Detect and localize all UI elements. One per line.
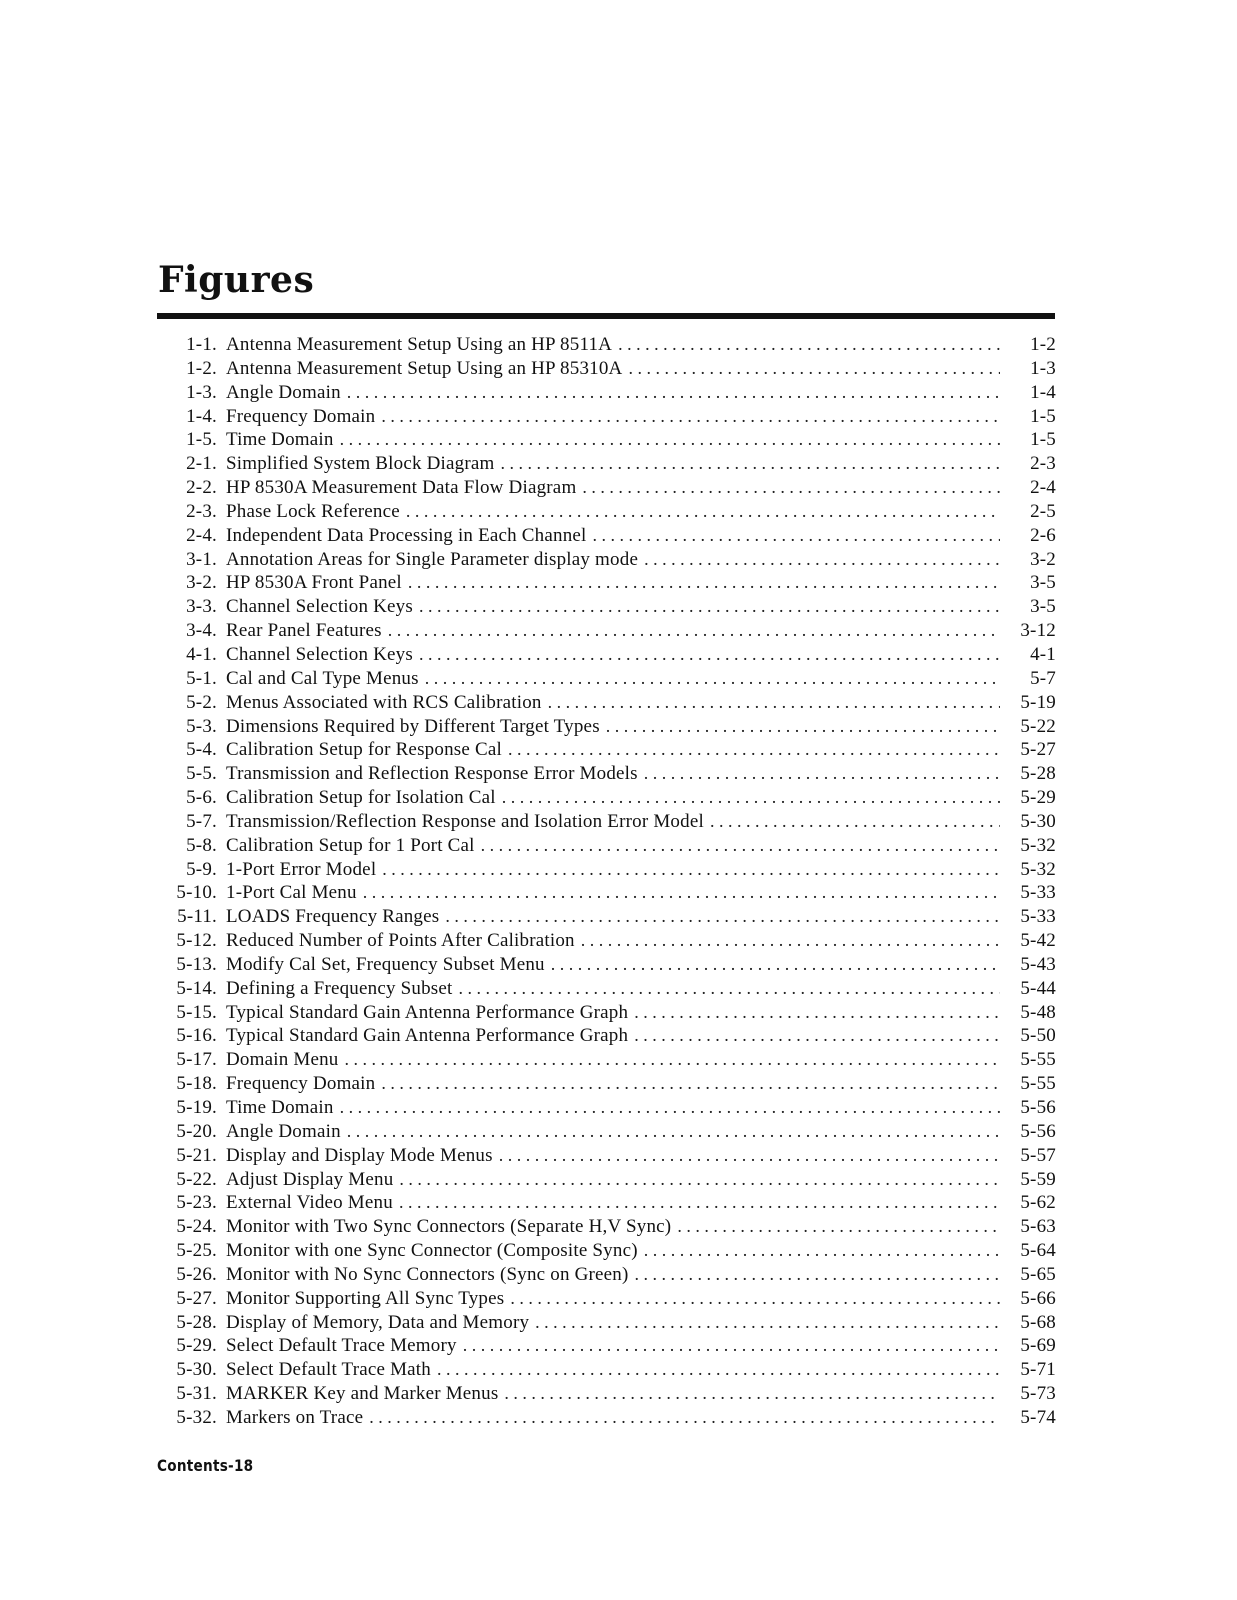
figure-entry: [168, 500, 1056, 524]
figure-number: 5-13.: [176, 953, 217, 975]
figure-page-number: 5-44: [1020, 977, 1056, 999]
figure-page-number: 2-5: [1030, 500, 1056, 522]
figure-title: Defining a Frequency Subset: [226, 977, 453, 999]
figure-title: Rear Panel Features: [226, 620, 382, 642]
dot-leader: [381, 1072, 1000, 1096]
figure-page-number: 3-5: [1030, 596, 1056, 618]
page-title: Figures: [158, 259, 315, 301]
dot-leader: [644, 1239, 1000, 1263]
figure-entry: [168, 667, 1056, 691]
figure-page-number: 5-63: [1020, 1216, 1056, 1238]
figure-number: 5-28.: [176, 1311, 217, 1333]
figure-title: Independent Data Processing in Each Channel: [226, 524, 587, 546]
figure-page-number: 5-32: [1020, 834, 1056, 856]
figure-page-number: 5-32: [1020, 858, 1056, 880]
figure-title: Monitor Supporting All Sync Types: [226, 1287, 505, 1309]
figure-title: Angle Domain: [226, 381, 341, 403]
figure-page-number: 5-7: [1030, 667, 1056, 689]
figure-number: 5-5.: [186, 763, 217, 785]
figure-title: Monitor with No Sync Connectors (Sync on Green): [226, 1263, 629, 1285]
dot-leader: [710, 810, 1000, 834]
figure-entry: [168, 357, 1056, 381]
figure-entry: [168, 1311, 1056, 1335]
figure-page-number: 5-69: [1020, 1335, 1056, 1357]
figure-title: Frequency Domain: [226, 405, 376, 427]
page-footer: Contents-18: [157, 1456, 254, 1475]
dot-leader: [340, 1096, 1000, 1120]
figure-number: 5-6.: [186, 787, 217, 809]
figure-list: [168, 333, 1056, 1430]
dot-leader: [382, 858, 1000, 882]
figure-number: 5-31.: [176, 1383, 217, 1405]
figure-title: Dimensions Required by Different Target Types: [226, 715, 600, 737]
figure-entry: [168, 738, 1056, 762]
figure-number: 5-30.: [176, 1359, 217, 1381]
dot-leader: [388, 619, 1000, 643]
figure-title: Modify Cal Set, Frequency Subset Menu: [226, 953, 545, 975]
figure-number: 3-4.: [186, 620, 217, 642]
figure-title: 1-Port Error Model: [226, 858, 377, 880]
figure-entry: [168, 1048, 1056, 1072]
dot-leader: [510, 1287, 1000, 1311]
figure-entry: [168, 1382, 1056, 1406]
figure-page-number: 5-50: [1020, 1025, 1056, 1047]
figure-number: 5-16.: [176, 1025, 217, 1047]
figure-entry: [168, 1263, 1056, 1287]
figure-page-number: 5-28: [1020, 763, 1056, 785]
figure-title: Domain Menu: [226, 1049, 339, 1071]
figure-title: Typical Standard Gain Antenna Performance Graph: [226, 1025, 629, 1047]
figure-title: HP 8530A Measurement Data Flow Diagram: [226, 477, 577, 499]
figure-entry: [168, 905, 1056, 929]
figure-page-number: 5-48: [1020, 1001, 1056, 1023]
figure-page-number: 5-65: [1020, 1263, 1056, 1285]
figure-entry: [168, 977, 1056, 1001]
figure-title: Antenna Measurement Setup Using an HP 85310A: [226, 357, 623, 379]
figure-title: Frequency Domain: [226, 1073, 376, 1095]
figure-entry: [168, 381, 1056, 405]
figure-entry: [168, 1024, 1056, 1048]
figure-number: 5-26.: [176, 1263, 217, 1285]
figure-number: 1-2.: [186, 357, 217, 379]
dot-leader: [399, 1191, 1000, 1215]
figure-page-number: 5-33: [1020, 906, 1056, 928]
figure-page-number: 5-43: [1020, 953, 1056, 975]
figure-entry: [168, 595, 1056, 619]
figure-page-number: 5-71: [1020, 1359, 1056, 1381]
dot-leader: [363, 881, 1000, 905]
figure-entry: [168, 571, 1056, 595]
figure-page-number: 1-5: [1030, 405, 1056, 427]
figure-title: Select Default Trace Math: [226, 1359, 431, 1381]
figure-page-number: 3-12: [1020, 620, 1056, 642]
figure-entry: [168, 619, 1056, 643]
figure-page-number: 3-5: [1030, 572, 1056, 594]
figure-entry: [168, 548, 1056, 572]
dot-leader: [628, 357, 1000, 381]
figure-entry: [168, 1144, 1056, 1168]
figure-page-number: 1-5: [1030, 429, 1056, 451]
figure-entry: [168, 858, 1056, 882]
dot-leader: [548, 691, 1000, 715]
dot-leader: [644, 762, 1000, 786]
dot-leader: [437, 1358, 1000, 1382]
figure-number: 5-19.: [176, 1097, 217, 1118]
figure-title: 1-Port Cal Menu: [226, 882, 357, 904]
figure-title: External Video Menu: [226, 1192, 393, 1214]
figure-number: 5-22.: [176, 1168, 217, 1190]
figure-page-number: 5-27: [1020, 739, 1056, 761]
dot-leader: [481, 834, 1000, 858]
figure-number: 5-17.: [176, 1049, 217, 1071]
figure-entry: [168, 1334, 1056, 1358]
dot-leader: [551, 953, 1000, 977]
figure-page-number: 1-2: [1030, 334, 1056, 355]
figure-page-number: 5-55: [1020, 1049, 1056, 1071]
figure-entry: [168, 1239, 1056, 1263]
figure-page-number: 5-33: [1020, 882, 1056, 904]
figure-title: Transmission/Reflection Response and Isolation Error Model: [226, 810, 704, 832]
figure-number: 5-24.: [176, 1216, 217, 1238]
dot-leader: [606, 715, 1000, 739]
dot-leader: [399, 1168, 1000, 1192]
figure-number: 5-9.: [186, 858, 217, 880]
figure-number: 5-29.: [176, 1335, 217, 1357]
figure-title: HP 8530A Front Panel: [226, 572, 402, 594]
figure-number: 5-27.: [176, 1287, 217, 1309]
dot-leader: [535, 1311, 1000, 1335]
figure-page-number: 5-56: [1020, 1097, 1056, 1118]
figure-number: 5-32.: [176, 1406, 217, 1428]
title-rule: [157, 313, 1055, 319]
figure-entry: [168, 333, 1056, 357]
figure-page-number: 5-68: [1020, 1311, 1056, 1333]
figure-title: Calibration Setup for Response Cal: [226, 739, 502, 761]
dot-leader: [445, 905, 1000, 929]
figure-number: 3-1.: [186, 548, 217, 570]
figure-entry: [168, 929, 1056, 953]
figure-number: 3-3.: [186, 596, 217, 618]
figure-title: Channel Selection Keys: [226, 643, 413, 665]
dot-leader: [347, 1120, 1000, 1144]
figure-entry: [168, 1358, 1056, 1382]
dot-leader: [634, 1001, 1000, 1025]
figure-entry: [168, 1168, 1056, 1192]
figure-number: 2-1.: [186, 453, 217, 475]
dot-leader: [618, 333, 1000, 357]
figure-page-number: 5-56: [1020, 1120, 1056, 1142]
figure-number: 5-2.: [186, 691, 217, 713]
figure-entry: [168, 1287, 1056, 1311]
dot-leader: [593, 524, 1000, 548]
figure-number: 5-11.: [177, 906, 217, 928]
dot-leader: [581, 929, 1000, 953]
figure-title: Select Default Trace Memory: [226, 1335, 457, 1357]
dot-leader: [644, 548, 1000, 572]
figure-number: 1-4.: [186, 405, 217, 427]
dot-leader: [381, 405, 1000, 429]
figure-title: Phase Lock Reference: [226, 500, 400, 522]
figure-title: Cal and Cal Type Menus: [226, 667, 419, 689]
dot-leader: [459, 977, 1001, 1001]
figure-page-number: 2-6: [1030, 524, 1056, 546]
figure-page-number: 5-29: [1020, 787, 1056, 809]
figure-number: 5-25.: [176, 1240, 217, 1262]
figure-number: 5-7.: [186, 810, 217, 832]
figure-number: 1-1.: [186, 334, 217, 355]
dot-leader: [634, 1024, 1000, 1048]
dot-leader: [677, 1215, 1000, 1239]
figure-entry: [168, 524, 1056, 548]
figure-entry: [168, 428, 1056, 452]
dot-leader: [500, 452, 1000, 476]
dot-leader: [635, 1263, 1000, 1287]
figure-entry: [168, 643, 1056, 667]
figure-number: 5-18.: [176, 1073, 217, 1095]
figure-entry: [168, 1406, 1056, 1430]
figure-page-number: 1-4: [1030, 381, 1056, 403]
figure-number: 5-12.: [176, 930, 217, 952]
figure-title: Display and Display Mode Menus: [226, 1144, 493, 1166]
dot-leader: [369, 1406, 1000, 1430]
figure-number: 5-23.: [176, 1192, 217, 1214]
figure-title: Calibration Setup for 1 Port Cal: [226, 834, 475, 856]
figure-page-number: 5-57: [1020, 1144, 1056, 1166]
figure-number: 2-4.: [186, 524, 217, 546]
figure-title: Transmission and Reflection Response Error Models: [226, 763, 638, 785]
figure-page-number: 3-2: [1030, 548, 1056, 570]
figure-page-number: 5-64: [1020, 1240, 1056, 1262]
dot-leader: [406, 500, 1000, 524]
figure-page-number: 5-22: [1020, 715, 1056, 737]
figure-entry: [168, 881, 1056, 905]
figure-number: 5-10.: [176, 882, 217, 904]
figure-entry: [168, 1120, 1056, 1144]
figure-title: Annotation Areas for Single Parameter display mode: [226, 548, 639, 570]
figure-number: 5-8.: [186, 834, 217, 856]
figure-entry: [168, 452, 1056, 476]
figure-entry: [168, 1191, 1056, 1215]
figure-entry: [168, 786, 1056, 810]
figure-number: 4-1.: [186, 643, 217, 665]
dot-leader: [499, 1144, 1000, 1168]
figure-entry: [168, 953, 1056, 977]
figure-page-number: 5-73: [1020, 1383, 1056, 1405]
figure-page-number: 5-74: [1020, 1406, 1056, 1428]
figure-title: Calibration Setup for Isolation Cal: [226, 787, 496, 809]
figure-number: 1-3.: [186, 381, 217, 403]
figure-entry: [168, 834, 1056, 858]
figure-number: 5-3.: [186, 715, 217, 737]
figure-page-number: 2-4: [1030, 477, 1056, 499]
figure-title: Typical Standard Gain Antenna Performance Graph: [226, 1001, 629, 1023]
dot-leader: [347, 381, 1000, 405]
figure-entry: [168, 1096, 1056, 1120]
dot-leader: [508, 738, 1000, 762]
dot-leader: [419, 643, 1000, 667]
figure-page-number: 5-19: [1020, 691, 1056, 713]
figure-page-number: 5-30: [1020, 810, 1056, 832]
figure-title: Adjust Display Menu: [226, 1168, 394, 1190]
figure-title: Monitor with Two Sync Connectors (Separate H,V Sync): [226, 1216, 672, 1238]
figure-number: 5-21.: [176, 1144, 217, 1166]
dot-leader: [340, 428, 1000, 452]
figure-page-number: 4-1: [1030, 643, 1056, 665]
dot-leader: [504, 1382, 1000, 1406]
dot-leader: [502, 786, 1000, 810]
figure-title: Angle Domain: [226, 1120, 341, 1142]
figure-page-number: 5-42: [1020, 930, 1056, 952]
figure-title: Antenna Measurement Setup Using an HP 8511A: [226, 334, 613, 355]
figure-number: 1-5.: [186, 429, 217, 451]
figure-entry: [168, 762, 1056, 786]
figure-entry: [168, 405, 1056, 429]
figure-title: Monitor with one Sync Connector (Composite Sync): [226, 1240, 638, 1262]
figure-entry: [168, 715, 1056, 739]
figure-page-number: 5-55: [1020, 1073, 1056, 1095]
figure-title: Simplified System Block Diagram: [226, 453, 495, 475]
dot-leader: [345, 1048, 1001, 1072]
figure-number: 5-1.: [186, 667, 217, 689]
figure-entry: [168, 1072, 1056, 1096]
figure-title: Menus Associated with RCS Calibration: [226, 691, 542, 713]
figure-page-number: 5-59: [1020, 1168, 1056, 1190]
dot-leader: [463, 1334, 1000, 1358]
figure-number: 2-2.: [186, 477, 217, 499]
figure-title: MARKER Key and Marker Menus: [226, 1383, 499, 1405]
figure-number: 5-4.: [186, 739, 217, 761]
dot-leader: [419, 595, 1000, 619]
dot-leader: [582, 476, 1000, 500]
figure-entry: [168, 1215, 1056, 1239]
figure-entry: [168, 476, 1056, 500]
figure-page-number: 2-3: [1030, 453, 1056, 475]
figure-title: Display of Memory, Data and Memory: [226, 1311, 530, 1333]
dot-leader: [408, 571, 1000, 595]
figure-page-number: 1-3: [1030, 357, 1056, 379]
figure-entry: [168, 691, 1056, 715]
figure-entry: [168, 810, 1056, 834]
figure-entry: [168, 1001, 1056, 1025]
figure-number: 3-2.: [186, 572, 217, 594]
figure-number: 5-20.: [176, 1120, 217, 1142]
figure-page-number: 5-66: [1020, 1287, 1056, 1309]
figure-title: Time Domain: [226, 1097, 334, 1118]
figure-title: Markers on Trace: [226, 1406, 364, 1428]
figure-number: 5-15.: [176, 1001, 217, 1023]
figure-title: LOADS Frequency Ranges: [226, 906, 440, 928]
figure-number: 5-14.: [176, 977, 217, 999]
figure-page-number: 5-62: [1020, 1192, 1056, 1214]
figure-number: 2-3.: [186, 500, 217, 522]
figure-title: Reduced Number of Points After Calibration: [226, 930, 575, 952]
figure-title: Channel Selection Keys: [226, 596, 413, 618]
dot-leader: [425, 667, 1000, 691]
figure-title: Time Domain: [226, 429, 334, 451]
